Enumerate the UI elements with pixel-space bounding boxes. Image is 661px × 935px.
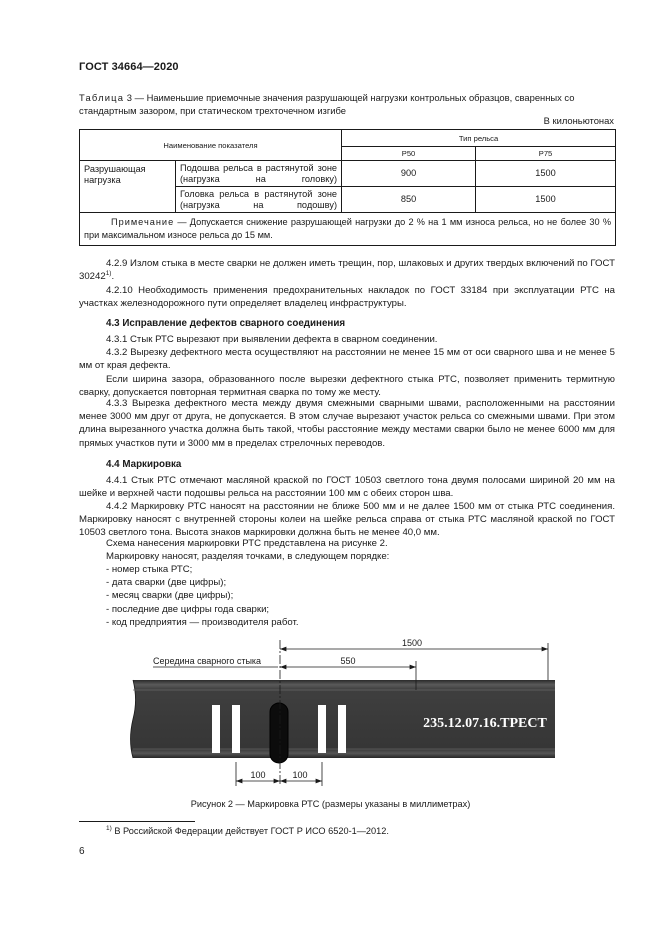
dimension-100-left: 100 — [250, 770, 266, 780]
load-table — [79, 129, 616, 246]
note-label: Примечание — [111, 217, 175, 227]
note-text: — Допускается снижение разрушающей нагрузки до 2 % на 1 мм износа рельса, но не более 30 % при максимальном износе рельса до 15 мм. — [84, 217, 612, 240]
paragraph-4-4-2-b: Схема нанесения маркировки РТС представлена на рисунке 2. — [106, 538, 388, 549]
footnote-mark: 1) — [106, 824, 112, 832]
footnote-ref: 1) — [105, 270, 112, 278]
table-note — [80, 213, 616, 246]
rail-marking-text: 235.12.07.16.ТРЕСТ — [423, 716, 547, 731]
footnote — [106, 826, 389, 836]
list-item: - последние две цифры года сварки; — [106, 603, 270, 615]
paragraph-end: . — [111, 271, 115, 283]
page-number: 6 — [79, 846, 85, 857]
paragraph-4-4-1: 4.4.1 Стык РТС отмечают масляной краской по ГОСТ 10503 светлого тона двумя полосами шириной 20 мм на шейке и верхней части подошвы рельса на расстоянии 100 мм с обеих сторон шва. — [79, 475, 615, 500]
header-indicator-name: Наименование показателя — [80, 130, 342, 161]
paragraph-4-3-1: 4.3.1 Стык РТС вырезают при выявлении дефекта в сварном соединении. — [106, 334, 438, 345]
row-value-p75: 1500 — [476, 161, 616, 187]
figure-caption: Рисунок 2 — Маркировка РТС (размеры указаны в миллиметрах) — [190, 799, 471, 809]
marking-stripe — [318, 705, 326, 753]
footnote-divider — [79, 821, 195, 822]
paragraph-4-3-2: 4.3.2 Вырезку дефектного места осуществляют на расстоянии не менее 15 мм от оси сварного шва и не менее 5 мм от края дефекта. — [79, 347, 615, 372]
paragraph-text: 4.2.9 Излом стыка в месте сварки не должен иметь трещин, пор, шлаковых и других твердых включений по ГОСТ 30242 — [79, 258, 615, 283]
header-p50: Р50 — [342, 147, 476, 161]
paragraph-4-4-2: 4.4.2 Маркировку РТС наносят на расстоянии не ближе 500 мм и не далее 1500 мм от стыка РТС соединения. Маркировку наносят с внутренней стороны колеи на шейке рельса справа от стыка РТС масляной краской по ГОСТ 10503 светлого тона. Высота знаков маркировки должна быть не менее 40,0 мм. — [79, 501, 615, 539]
table-units: В килоньютонах — [543, 115, 614, 126]
table-row — [80, 161, 616, 187]
header-rail-type: Тип рельса — [342, 130, 616, 147]
paragraph-4-3-2-b: Если ширина зазора, образованного после вырезки дефектного стыка РТС, позволяет применить термитную сварку, допускается повторная термитная сварка по тому же месту. — [79, 374, 615, 399]
paragraph-4-3-3: 4.3.3 Вырезка дефектного места между двумя смежными сварными швами, расположенными на расстоянии менее 3000 мм друг от друга, не допускается. В этом случае вырезают участок рельса со смежными швами. При этом длина вырезанного участка должна быть такой, чтобы расстояние между местами сварки было не менее 6000 мм для прямых участков пути и 3000 мм в пределах стрелочных переводов. — [79, 398, 615, 449]
list-item: - месяц сварки (две цифры); — [106, 590, 234, 602]
marking-stripe — [212, 705, 220, 753]
list-item: - номер стыка РТС; — [106, 564, 193, 575]
footnote-text: В Российской Федерации действует ГОСТ Р ИСО 6520-1—2012. — [111, 826, 389, 836]
section-heading-4-3: 4.3 Исправление дефектов сварного соединения — [106, 318, 346, 329]
table-caption-text: 3 — Наименьшие приемочные значения разрушающей нагрузки контрольных образцов, сваренных со стандартным зазором, при статическом трехточечном изгибе — [79, 92, 575, 116]
paragraph-4-2-9 — [79, 257, 615, 283]
list-item: - код предприятия — производителя работ. — [106, 616, 299, 628]
row-label: Головка рельса в растянутой зоне (нагрузка на подошву) — [176, 187, 342, 213]
table-caption — [79, 91, 615, 117]
row-value-p50: 900 — [342, 161, 476, 187]
row-group-label: Разрушающая нагрузка — [80, 161, 176, 213]
row-value-p50: 850 — [342, 187, 476, 213]
row-label: Подошва рельса в растянутой зоне (нагрузка на головку) — [176, 161, 342, 187]
paragraph-4-4-2-c: Маркировку наносят, разделяя точками, в следующем порядке: — [106, 551, 390, 562]
dimension-1500: 1500 — [401, 638, 423, 648]
list-item: - дата сварки (две цифры); — [106, 577, 227, 589]
table-caption-label: Таблица — [79, 92, 125, 103]
marking-order-list — [106, 563, 299, 629]
marking-stripe — [338, 705, 346, 753]
dimension-550: 550 — [340, 656, 356, 666]
marking-stripe — [232, 705, 240, 753]
weld-seam — [270, 703, 288, 763]
weld-centre-label: Середина сварного стыка — [153, 656, 262, 666]
header-p75: Р75 — [476, 147, 616, 161]
paragraph-4-2-10: 4.2.10 Необходимость применения предохранительных накладок по ГОСТ 33184 при эксплуатации РТС на участках железнодорожного пути определяет владелец инфраструктуры. — [79, 285, 615, 310]
dimension-100-right: 100 — [292, 770, 308, 780]
row-value-p75: 1500 — [476, 187, 616, 213]
doc-title: ГОСТ 34664—2020 — [79, 61, 179, 73]
section-heading-4-4: 4.4 Маркировка — [106, 459, 182, 470]
rail-marking-figure — [0, 630, 661, 795]
